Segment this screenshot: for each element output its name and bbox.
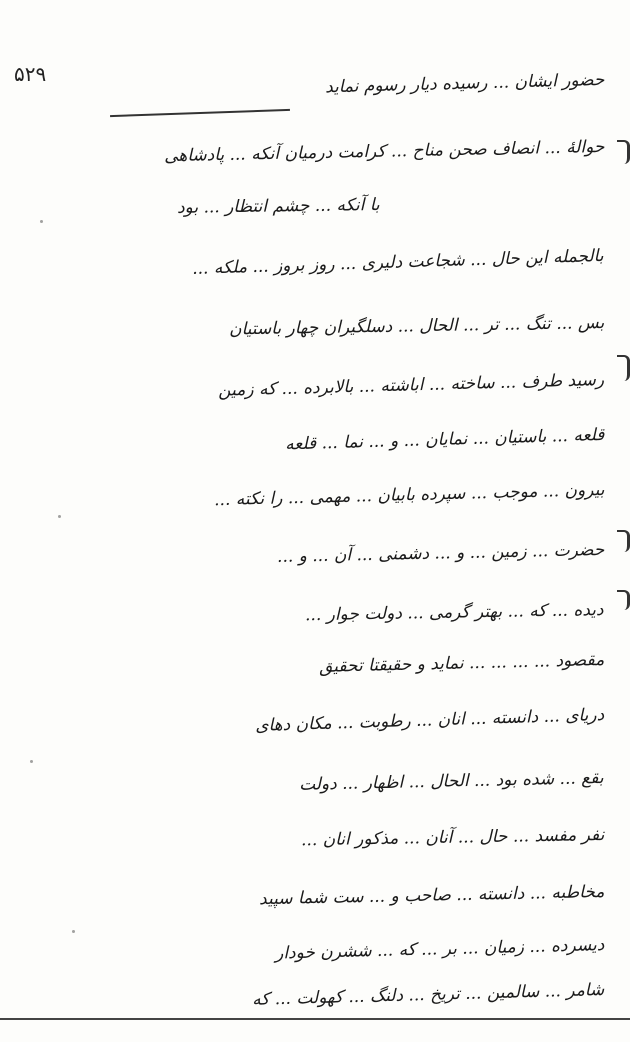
text-line: بالجمله این حال ... شجاعت دلیری ... روز بروز ... ملکه ... (192, 246, 605, 279)
photocopy-speck (30, 760, 33, 763)
text-line: بیرون ... موجب ... سپرده بابیان ... مهمی ... را نکته ... (213, 480, 605, 511)
page-bottom-edge (0, 1018, 630, 1020)
margin-fragment (617, 590, 630, 610)
text-line: دریای ... دانسته ... انان ... رطوبت ... مکان دهای (254, 705, 605, 736)
text-line: دیسرده ... زمیان ... بر ... که ... ششرن خودار (274, 935, 605, 964)
text-line: مخاطبه ... دانسته ... صاحب و ... ست شما سپید (258, 882, 605, 910)
text-line: دیده ... که ... بهتر گرمی ... دولت جوار ... (305, 600, 605, 626)
text-line: حضور ایشان ... رسیده دیار رسوم نماید (324, 70, 605, 98)
photocopy-speck (40, 220, 43, 223)
text-line: بس ... تنگ ... تر ... الحال ... دسلگیران چهار باستیان (228, 313, 605, 340)
page-number: ۵۲۹ (14, 62, 47, 86)
margin-fragment (617, 355, 630, 381)
text-line: با آنکه ... چشم انتظار ... بود (177, 195, 381, 218)
text-line: حوالهٔ ... انصاف صحن مناح ... کرامت درمیان آنکه ... پادشاهی (163, 137, 605, 167)
margin-fragment (617, 140, 630, 164)
text-line: شامر ... سالمین ... تریخ ... دلنگ ... کهولت ... که (251, 980, 605, 1010)
margin-fragment (617, 530, 630, 552)
photocopy-speck (58, 515, 61, 518)
text-line: حضرت ... زمین ... و ... دشمنی ... آن ... و ... (276, 540, 605, 567)
underline-stroke (110, 109, 290, 117)
text-line: رسید طرف ... ساخته ... اباشته ... بالابرده ... که زمین (217, 370, 605, 401)
text-line: قلعه ... باستیان ... نمایان ... و ... نما ... قلعه (284, 425, 605, 455)
photocopy-speck (72, 930, 75, 933)
text-line: مقصود ... ... ... ... نماید و حقیقتا تحقیق (318, 650, 605, 677)
text-line: بقع ... شده بود ... الحال ... اظهار ... دولت (299, 768, 605, 795)
text-line: نفر مفسد ... حال ... آنان ... مذکور انان ... (300, 825, 605, 851)
